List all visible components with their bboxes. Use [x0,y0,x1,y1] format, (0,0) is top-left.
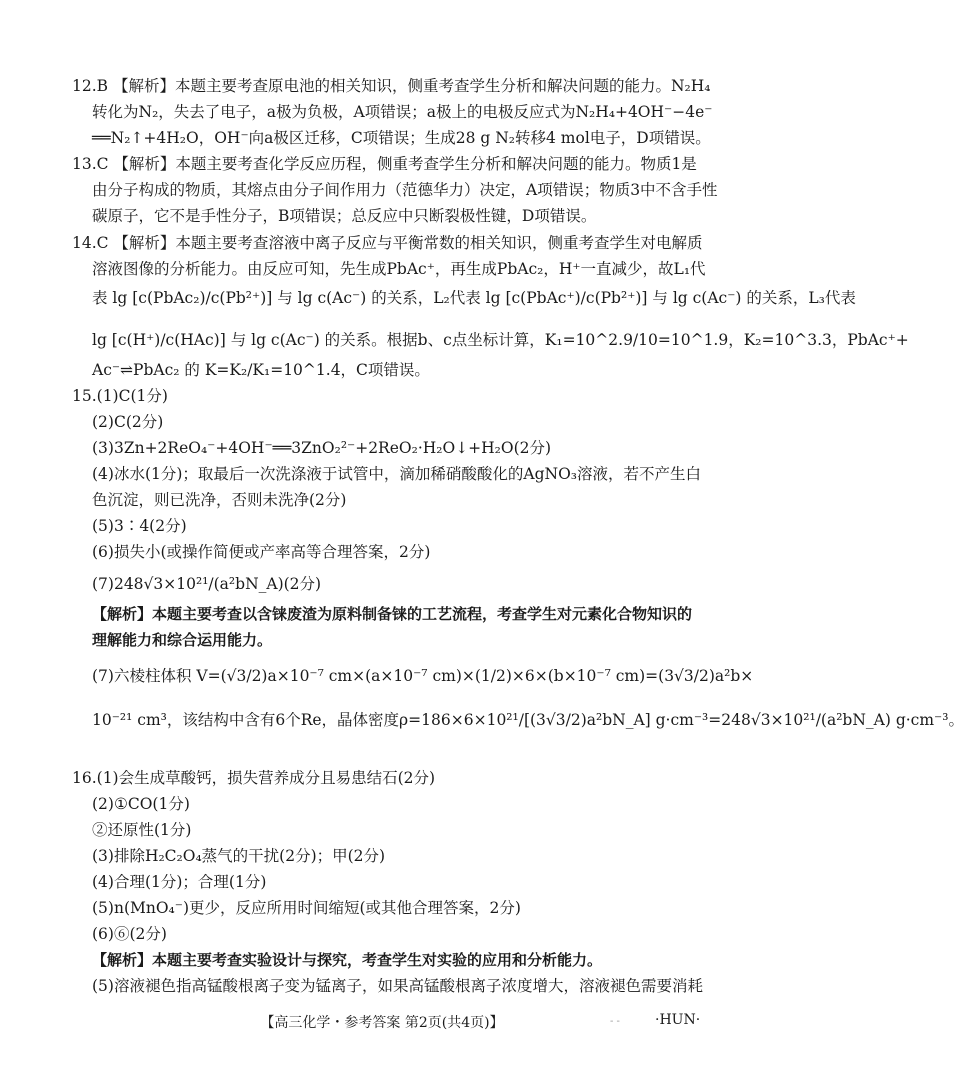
text-line: (2)①CO(1分) [92,795,190,813]
text-line: 15.(1)C(1分) [72,387,168,405]
text-line: (7)六棱柱体积 V=(√3/2)a×10⁻⁷ cm×(a×10⁻⁷ cm)×(1/2)×6×(b×10⁻⁷ cm)=(3√3/2)a²b× [92,667,754,685]
text-line: (5)溶液褪色指高锰酸根离子变为锰离子，如果高锰酸根离子浓度增大，溶液褪色需要消耗 [92,977,703,995]
text-line: ══N₂↑+4H₂O，OH⁻向a极区迁移，C项错误；生成28 g N₂转移4 mol电子，D项错误。 [92,129,711,147]
text-line: (4)合理(1分)；合理(1分) [92,873,267,891]
text-line: (7)248√3×10²¹/(a²bN_A)(2分) [92,575,322,593]
text-line: ②还原性(1分) [92,821,192,839]
text-line: 转化为N₂，失去了电子，a极为负极，A项错误；a极上的电极反应式为N₂H₄+4OH⁻−4e⁻ [92,103,713,121]
text-line: 碳原子，它不是手性分子，B项错误；总反应中只断裂极性键，D项错误。 [92,207,597,225]
text-line: (6)⑥(2分) [92,925,167,943]
text-line: (4)冰水(1分)；取最后一次洗涤液于试管中，滴加稀硝酸酸化的AgNO₃溶液，若不产生白 [92,465,702,483]
text-line: 16.(1)会生成草酸钙，损失营养成分且易患结石(2分) [72,769,436,787]
text-line: (2)C(2分) [92,413,164,431]
text-line: Ac⁻⇌PbAc₂ 的 K=K₂/K₁=10^1.4，C项错误。 [92,361,430,379]
page-footer [0,1012,764,1032]
footer-dots: - - [610,1016,620,1027]
footer-region-code: ·HUN· [655,1012,701,1028]
text-line: (6)损失小(或操作简便或产率高等合理答案，2分) [92,543,431,561]
text-line: 14.C 【解析】本题主要考查溶液中离子反应与平衡常数的相关知识，侧重考查学生对电解质 [72,234,703,252]
footer-page-info: 【高三化学・参考答案 第2页(共4页)】 [260,1015,504,1031]
text-line: 表 lg [c(PbAc₂)/c(Pb²⁺)] 与 lg c(Ac⁻) 的关系，L₂代表 lg [c(PbAc⁺)/c(Pb²⁺)] 与 lg c(Ac⁻) 的关系，L₃代表 [92,289,856,307]
text-line: lg [c(H⁺)/c(HAc)] 与 lg c(Ac⁻) 的关系。根据b、c点坐标计算，K₁=10^2.9/10=10^1.9，K₂=10^3.3，PbAc⁺+ [92,331,909,349]
text-line: (3)排除H₂C₂O₄蒸气的干扰(2分)；甲(2分) [92,847,386,865]
text-line: (3)3Zn+2ReO₄⁻+4OH⁻══3ZnO₂²⁻+2ReO₂·H₂O↓+H₂O(2分) [92,439,552,457]
text-line: 理解能力和综合运用能力。 [92,631,273,649]
text-line: (5)3∶4(2分) [92,517,187,535]
text-line: 13.C 【解析】本题主要考查化学反应历程，侧重考查学生分析和解决问题的能力。物质1是 [72,155,697,173]
text-line: 10⁻²¹ cm³，该结构中含有6个Re，晶体密度ρ=186×6×10²¹/[(3√3/2)a²bN_A] g·cm⁻³=248√3×10²¹/(a²bN_A) g·cm⁻³。 [92,711,964,729]
text-line: 【解析】本题主要考查实验设计与探究，考查学生对实验的应用和分析能力。 [92,951,603,969]
text-line: (5)n(MnO₄⁻)更少，反应所用时间缩短(或其他合理答案，2分) [92,899,521,917]
text-line: 12.B 【解析】本题主要考查原电池的相关知识，侧重考查学生分析和解决问题的能力。N₂H₄ [72,77,711,95]
text-line: 色沉淀，则已洗净，否则未洗净(2分) [92,491,347,509]
text-line: 由分子构成的物质，其熔点由分子间作用力（范德华力）决定，A项错误；物质3中不含手性 [92,181,718,199]
text-line: 溶液图像的分析能力。由反应可知，先生成PbAc⁺，再生成PbAc₂，H⁺一直减少，故L₁代 [92,260,706,278]
text-line: 【解析】本题主要考查以含铼废渣为原料制备铼的工艺流程，考查学生对元素化合物知识的 [92,605,693,623]
